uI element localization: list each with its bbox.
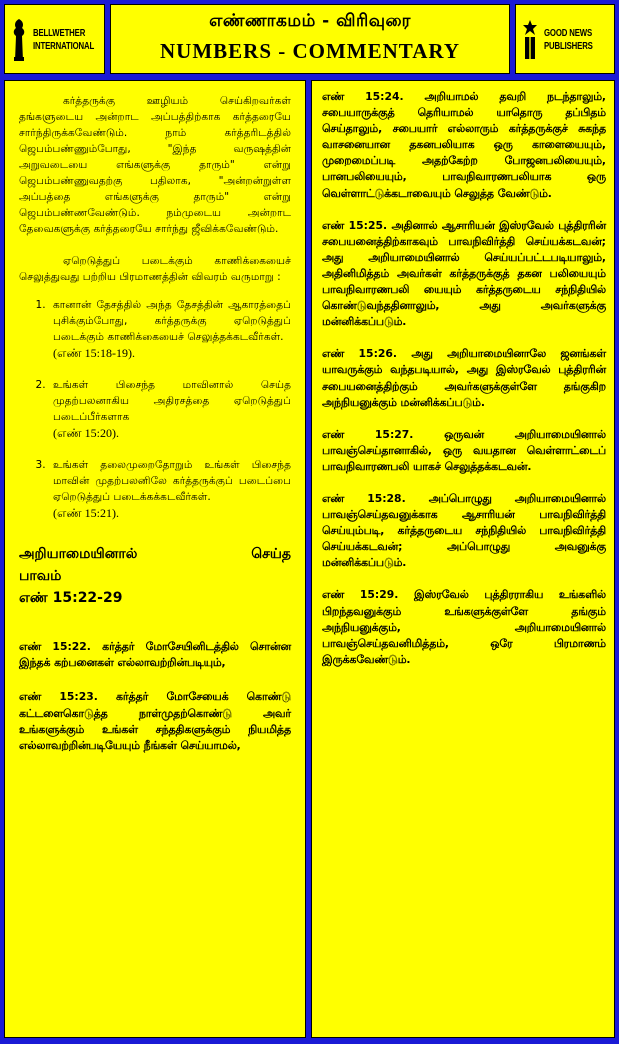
bellwether-logo: [4, 4, 105, 74]
rule-text: கானான் தேசத்தில் அந்த தேசத்தின் ஆகாரத்தைப் புசிக்கும்போது, கர்த்தருக்கு ஏறெடுத்துப் படைக்கும் காணிக்கையைச் செலுத்தக்கடவீர்கள்.: [53, 299, 291, 343]
good-news-book-icon: [522, 17, 538, 63]
list-item: [49, 297, 291, 361]
verse-15-24: எண் 15:24. அறியாமல் தவறி நடந்தாலும், சபையாருக்குத் தெரியாமல் யாதொரு தப்பிதம் செய்தாலும், சபையார் எல்லாரும் கர்த்தருக்குச் சுகந்த வாசனையான தகனபலியாக ஒரு காளையையும், முறைமைப்படி அதற்கேற்ற போஜனபலியையும், பானபலியையும், பாவநிவாரணபலியாக ஒரு வெள்ளாட்டுக்கடாவையும் செலுத்த வேண்டும்.: [322, 90, 606, 200]
rule-reference: (எண் 15:21).: [53, 506, 119, 520]
logo-right-line2: PUBLISHERS: [544, 41, 593, 52]
right-column: [311, 80, 615, 1038]
verse-15-22: எண் 15:22. கர்த்தர் மோசேயினிடத்தில் சொன்ன இந்தக் கற்பனைகள் எல்லாவற்றின்படியும்,: [19, 640, 291, 670]
section-heading-line2: பாவம்: [19, 568, 62, 584]
section-heading: [19, 543, 291, 609]
verse-15-27: எண் 15:27. ஒருவன் அறியாமையினால் பாவஞ்செய்தானாகில், ஒரு வயதான வெள்ளாட்டைப் பாவநிவாரணபலி யாகச் செலுத்தக்கடவன்.: [322, 427, 606, 473]
verse-15-25: எண் 15:25. அதினால் ஆசாரியன் இஸ்ரவேல் புத்திரரின் சபையனைத்திற்காகவும் பாவநிவிர்த்தி செய்யக்கடவன்; அது அறியாமையினால் செய்யப்பட்டபடியாலும், அதினிமித்தம் அவர்கள் கர்த்தருக்குத் தகன பலியையும் பாவநிவாரணபலி யையும் கர்த்தருடைய சந்நிதியில் கொண்டுவந்ததினாலும், அது அவர்களுக்கு மன்னிக்கப்படும்.: [322, 218, 606, 329]
verse-15-28: எண் 15:28. அப்பொழுது அறியாமையினால் பாவஞ்செய்தவனுக்காக ஆசாரியன் பாவநிவிர்த்தி செய்யும்படி, கர்த்தருடைய சந்நிதியில் பாவநிவிர்த்தி செய்யக்கடவன்; அப்பொழுது அவனுக்கு மன்னிக்கப்படும்.: [322, 491, 606, 570]
logo-left-line1: BELLWETHER: [33, 28, 86, 39]
offering-intro: ஏறெடுத்துப் படைக்கும் காணிக்கையைச் செலுத்துவது பற்றிய பிரமாணத்தின் விவரம் வருமாறு :: [19, 255, 291, 283]
title-english: NUMBERS - COMMENTARY: [159, 39, 461, 63]
title-tamil: எண்ணாகமம் - விரிவுரை: [209, 11, 411, 31]
offering-rules-list: [19, 297, 291, 521]
verse-15-29: எண் 15:29. இஸ்ரவேல் புத்திரராகிய உங்களில் பிறந்தவனுக்கும் உங்களுக்குள்ளே தங்கும் அந்நியனுக்கும், அறியாமையினால் பாவஞ்செய்தவனிமித்தம், ஒரே பிரமாணம் இருக்கவேண்டும்.: [322, 588, 606, 666]
rule-reference: (எண் 15:18-19).: [53, 346, 135, 360]
rule-reference: (எண் 15:20).: [53, 426, 119, 440]
list-item: [49, 377, 291, 441]
left-column: [4, 80, 306, 1038]
section-heading-reference: எண் 15:22-29: [19, 590, 123, 606]
intro-paragraph: கர்த்தருக்கு ஊழியம் செய்கிறவர்கள் தங்களுடைய அன்றாட அப்பத்திற்காக கர்த்தரையே சார்ந்திருக்கவேண்டும். நாம் கர்த்தரிடத்தில் ஜெபம்பண்ணும்போது, "இந்த வருஷத்தின் அறுவடையை எங்களுக்கு தாரும்" என்று ஜெபம்பண்ணுவதற்கு பதிலாக, "அன்றன்றுள்ள அப்பத்தை எங்களுக்கு தாரும்" என்று ஜெபம்பண்ணவேண்டும். நம்முடைய அன்றாட தேவைகளுக்கு கர்த்தரையே சார்ந்து ஜீவிக்கவேண்டும்.: [19, 95, 291, 235]
section-heading-word2: செய்த: [251, 546, 291, 562]
logo-right-line1: GOOD NEWS: [544, 28, 593, 39]
list-item: [49, 457, 291, 521]
logo-left-line2: INTERNATIONAL: [33, 41, 95, 52]
rule-text: உங்கள் தலைமுறைதோறும் உங்கள் பிசைந்த மாவின் முதற்பலனிலே கர்த்தருக்குப் படைப்பை ஏறெடுத்துப் படைக்கக்கடவீர்கள்.: [53, 459, 291, 503]
verse-15-23: எண் 15:23. கர்த்தர் மோசேயைக் கொண்டு கட்டளைகொடுத்த நாள்முதற்கொண்டு அவர் உங்களுக்கும் உங்கள் சந்ததிகளுக்கும் நியமித்த எல்லாவற்றின்படியேயும் நீங்கள் செய்யாமல்,: [19, 690, 291, 753]
section-heading-word1: அறியாமையினால்: [19, 546, 138, 562]
verse-15-26: எண் 15:26. அது அறியாமையினாலே ஜனங்கள் யாவருக்கும் வந்தபடியால், அது இஸ்ரவேல் புத்திரரின் சபையனைத்திற்கும் அவர்களுக்குள்ளே தங்குகிற அந்நியனுக்கும் மன்னிக்கப்படும்.: [322, 347, 606, 409]
rule-text: உங்கள் பிசைந்த மாவினால் செய்த முதற்பலனாகிய அதிரசத்தை ஏறெடுத்துப் படைப்பீர்களாக: [53, 379, 291, 423]
bellwether-ram-icon: [11, 17, 27, 63]
header-title: [110, 4, 510, 74]
good-news-logo: [515, 4, 615, 74]
